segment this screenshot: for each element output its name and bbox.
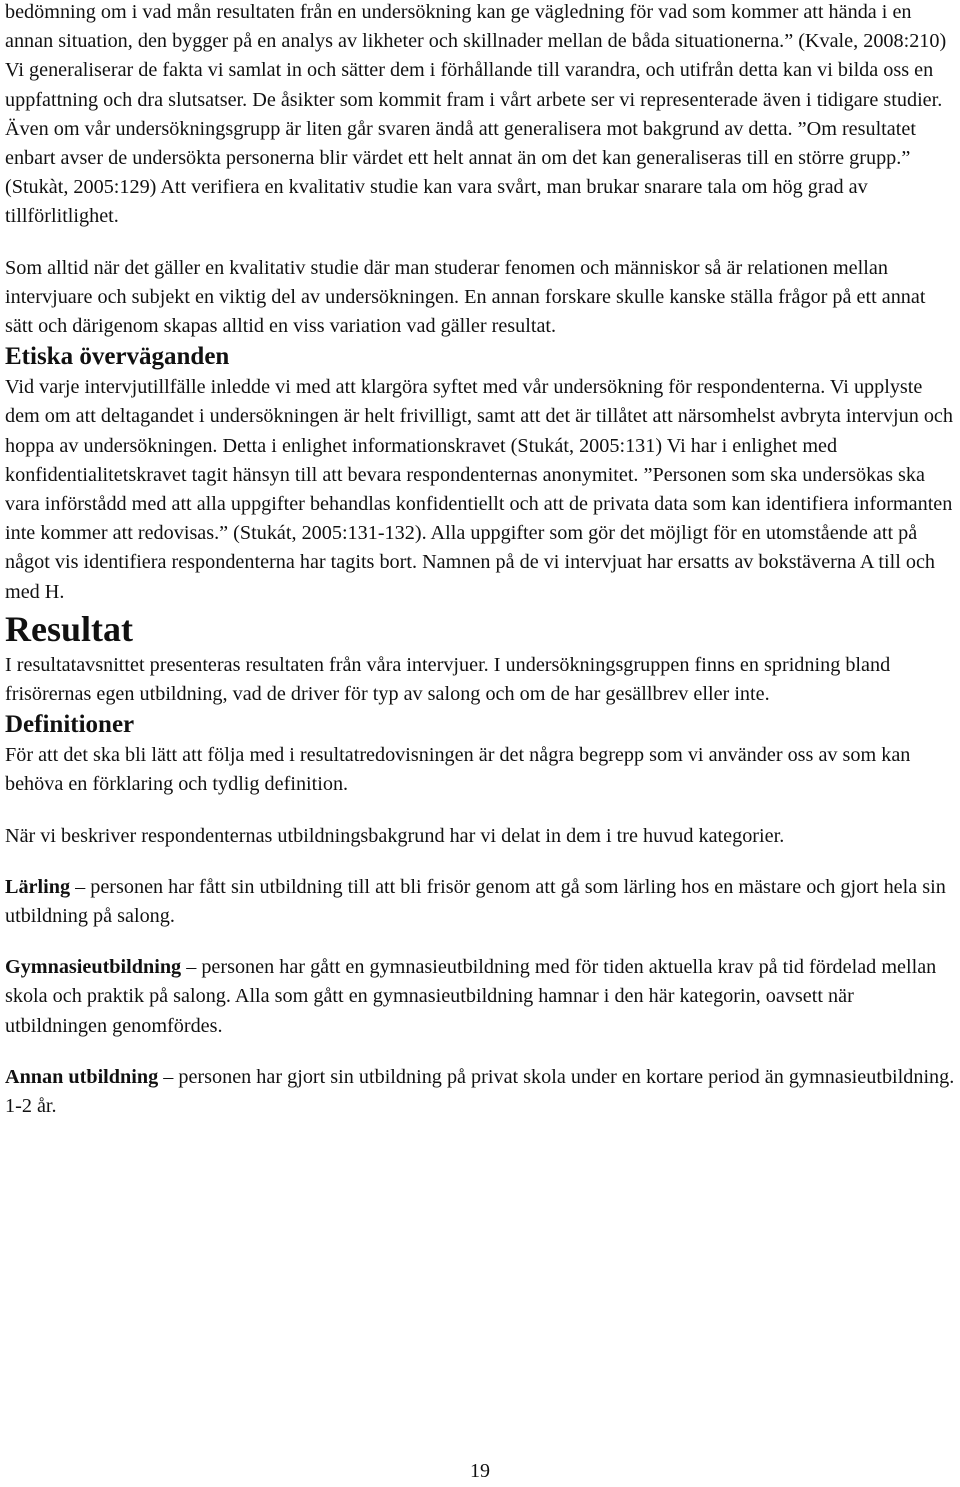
body-paragraph: Vid varje intervjutillfälle inledde vi med att klargöra syftet med vår undersökning för respondenterna. Vi upplyste dem om att deltagandet i undersökningen är helt frivilligt, samt att det är tillåtet att närsomhelst avbryta intervjun och hoppa av undersökningen. Detta i enlighet informationskravet (Stukát, 2005:131) Vi har i enlighet med konfidentialitetskravet tagit hänsyn till att bevara respondenternas anonymitet. ”Personen som ska undersökas ska vara införstådd med att alla uppgifter behandlas konfidentiellt och att de privata data som kan identifiera informanten inte kommer att redovisas.” (Stukát, 2005:131-132). Alla uppgifter som gör det möjligt för en utomstående att på något vis identifiera respondenterna har tagits bort. Namnen på de vi intervjuat har ersatts av bokstäverna A till och med H. [5,376,953,603]
definition-text: – personen har gjort sin utbildning på privat skola under en kortare period än gymnasieutbildning. 1-2 år. [5,1065,955,1118]
definition-item [5,1063,955,1121]
definition-term: Annan utbildning [5,1065,159,1088]
body-paragraph: När vi beskriver respondenternas utbildningsbakgrund har vi delat in dem i tre huvud kategorier. [5,824,785,847]
section-heading-definitioner: Definitioner [5,711,135,739]
definition-item [5,873,955,931]
section-heading-etiska: Etiska överväganden [5,343,230,371]
body-paragraph: För att det ska bli lätt att följa med i resultatredovisningen är det några begrepp som vi använder oss av som kan behöva en förklaring och tydlig definition. [5,744,911,796]
definition-text: – personen har gått en gymnasieutbildning med för tiden aktuella krav på tid fördelad mellan skola och praktik på salong. Alla som gått en gymnasieutbildning hamnar i den här kategorin, oavsett när utbildningen genomfördes. [5,956,937,1037]
definition-text: – personen har fått sin utbildning till att bli frisör genom att gå som lärling hos en mästare och gjort hela sin utbildning på salong. [5,875,946,928]
body-paragraph: Som alltid när det gäller en kvalitativ studie där man studerar fenomen och människor så är relationen mellan intervjuare och subjekt en viktig del av undersökningen. En annan forskare skulle kanske ställa frågor på ett annat sätt och därigenom skapas alltid en viss variation vad gäller resultat. [5,256,926,338]
page-number: 19 [470,1460,490,1482]
body-paragraph: I resultatavsnittet presenteras resultaten från våra intervjuer. I undersökningsgruppen finns en spridning bland frisörernas egen utbildning, vad de driver för typ av salong och om de har gesällbrev eller inte. [5,653,891,706]
definition-term: Lärling [5,875,71,898]
body-paragraph: bedömning om i vad mån resultaten från en undersökning kan ge vägledning för vad som kommer att hända i en annan situation, den bygger på en analys av likheter och skillnader mellan de båda situationerna.” (Kvale, 2008:210) Vi generaliserar de fakta vi samlat in och sätter dem i förhållande till varandra, och utifrån detta kan vi bilda oss en uppfattning och dra slutsatser. De åsikter som kommit fram i vårt arbete ser vi representerade även i tidigare studier. Även om vår undersökningsgrupp är liten går svaren ändå att generalisera mot bakgrund av detta. ”Om resultatet enbart avser de undersökta personerna blir värdet ett helt annat än om det kan generaliseras till en större grupp.” (Stukàt, 2005:129) Att verifiera en kvalitativ studie kan vara svårt, man brukar snarare tala om hög grad av tillförlitlighet. [5,1,947,228]
definition-term: Gymnasieutbildning [5,956,182,979]
document-page [5,0,955,1121]
section-heading-resultat: Resultat [5,608,133,649]
definition-item [5,953,955,1041]
